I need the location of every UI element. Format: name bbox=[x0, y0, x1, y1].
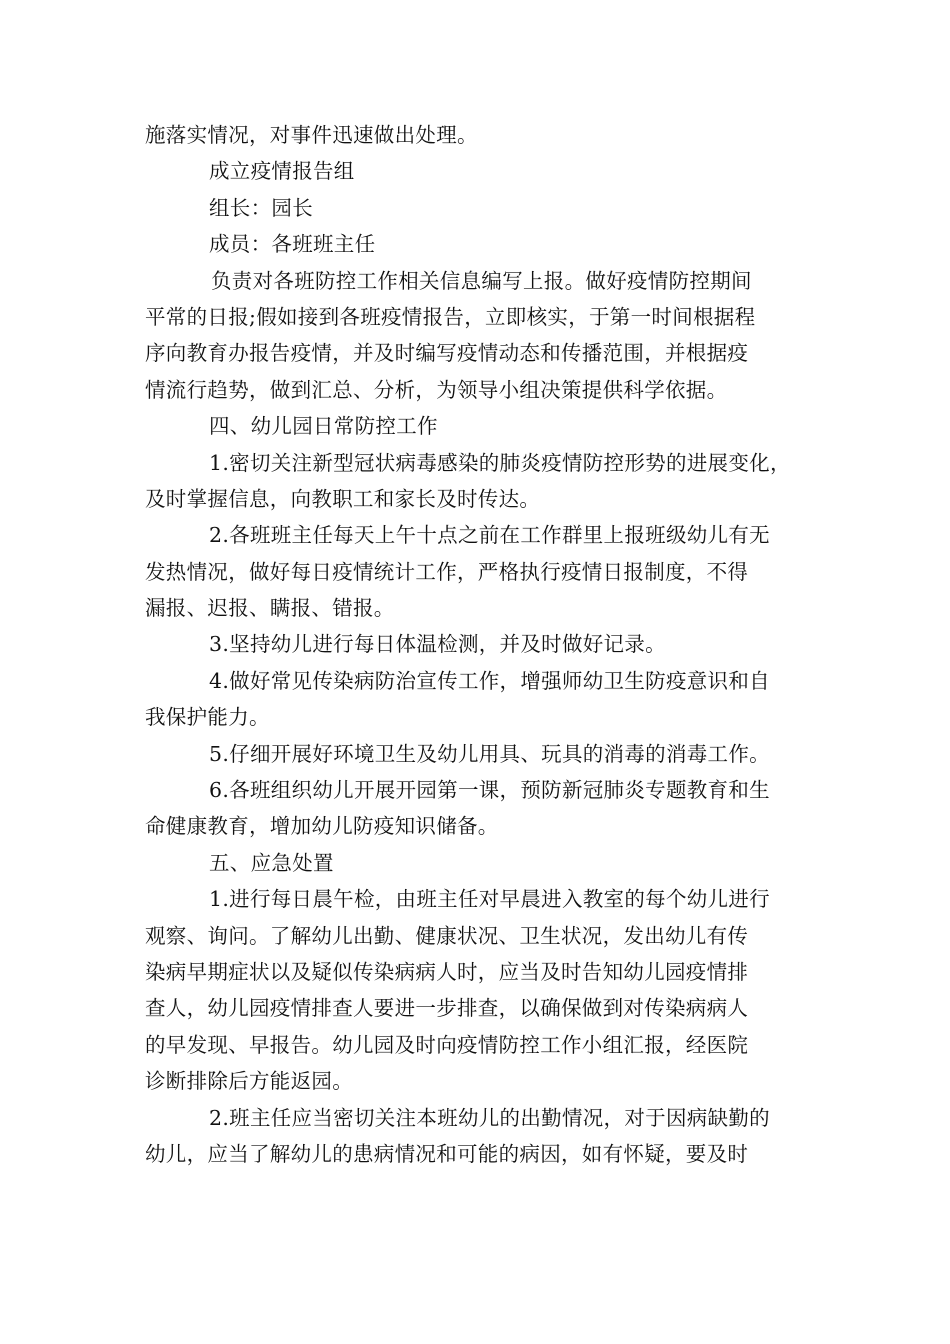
paragraph-line: 6.各班组织幼儿开展开园第一课，预防新冠肺炎专题教育和生 bbox=[209, 778, 770, 803]
document-body bbox=[145, 117, 825, 1172]
paragraph-line: 5.仔细开展好环境卫生及幼儿用具、玩具的消毒的消毒工作。 bbox=[209, 741, 770, 766]
paragraph-line: 施落实情况，对事件迅速做出处理。 bbox=[145, 123, 478, 147]
paragraph-line: 查人，幼儿园疫情排查人要进一步排查，以确保做到对传染病病人 bbox=[145, 996, 749, 1021]
paragraph-line: 成员：各班班主任 bbox=[209, 232, 376, 257]
paragraph-line: 幼儿，应当了解幼儿的患病情况和可能的病因，如有怀疑，要及时 bbox=[145, 1141, 749, 1166]
paragraph-line: 命健康教育，增加幼儿防疫知识储备。 bbox=[145, 814, 499, 839]
paragraph-line: 的早发现、早报告。幼儿园及时向疫情防控工作小组汇报，经医院 bbox=[145, 1032, 749, 1057]
paragraph-line: 序向教育办报告疫情，并及时编写疫情动态和传播范围，并根据疫 bbox=[145, 341, 749, 366]
section-heading: 五、应急处置 bbox=[209, 850, 334, 875]
paragraph-line: 漏报、迟报、瞒报、错报。 bbox=[145, 596, 395, 621]
paragraph-line: 观察、询问。了解幼儿出勤、健康状况、卫生状况，发出幼儿有传 bbox=[145, 923, 749, 948]
paragraph-line: 情流行趋势，做到汇总、分析，为领导小组决策提供科学依据。 bbox=[145, 377, 728, 402]
paragraph-line: 我保护能力。 bbox=[145, 705, 270, 730]
paragraph-line: 1.进行每日晨午检，由班主任对早晨进入教室的每个幼儿进行 bbox=[209, 887, 770, 912]
paragraph-line: 3.坚持幼儿进行每日体温检测，并及时做好记录。 bbox=[209, 632, 666, 657]
paragraph-line: 2.各班班主任每天上午十点之前在工作群里上报班级幼儿有无 bbox=[209, 523, 770, 548]
paragraph-line: 诊断排除后方能返园。 bbox=[145, 1069, 353, 1094]
section-heading: 四、幼儿园日常防控工作 bbox=[209, 414, 438, 439]
paragraph-line: 4.做好常见传染病防治宣传工作，增强师幼卫生防疫意识和自 bbox=[209, 668, 770, 693]
paragraph-line: 2.班主任应当密切关注本班幼儿的出勤情况，对于因病缺勤的 bbox=[209, 1105, 770, 1130]
paragraph-line: 1.密切关注新型冠状病毒感染的肺炎疫情防控形势的进展变化， bbox=[209, 450, 791, 475]
paragraph-line: 及时掌握信息，向教职工和家长及时传达。 bbox=[145, 486, 541, 511]
paragraph-line: 发热情况，做好每日疫情统计工作，严格执行疫情日报制度，不得 bbox=[145, 559, 749, 584]
section-title: 成立疫情报告组 bbox=[209, 159, 355, 184]
paragraph-line: 染病早期症状以及疑似传染病病人时，应当及时告知幼儿园疫情排 bbox=[145, 959, 749, 984]
paragraph-line: 负责对各班防控工作相关信息编写上报。做好疫情防控期间 bbox=[211, 268, 752, 293]
paragraph-line: 组长：园长 bbox=[209, 195, 313, 220]
paragraph-line: 平常的日报;假如接到各班疫情报告，立即核实，于第一时间根据程 bbox=[145, 304, 756, 329]
